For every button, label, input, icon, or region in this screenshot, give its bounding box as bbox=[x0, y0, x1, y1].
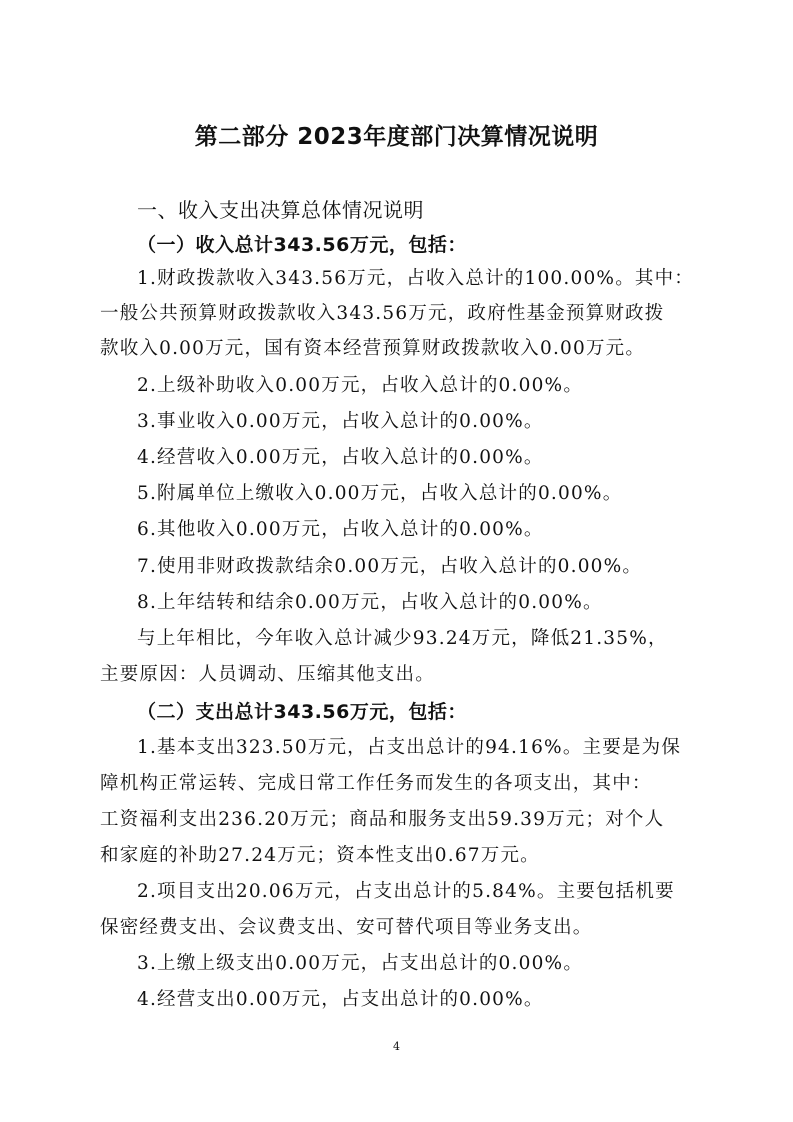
income-item-3: 3.事业收入0.00万元，占收入总计的0.00%。 bbox=[137, 411, 544, 432]
income-comparison-line-1: 与上年相比，今年收入总计减少93.24万元，降低21.35%， bbox=[137, 628, 668, 649]
expense-item-4: 4.经营支出0.00万元，占支出总计的0.00%。 bbox=[137, 989, 544, 1010]
income-item-1-line-1: 1.财政拨款收入343.56万元，占收入总计的100.00%。其中： bbox=[137, 268, 694, 289]
income-item-7: 7.使用非财政拨款结余0.00万元，占收入总计的0.00%。 bbox=[137, 556, 643, 577]
income-item-2: 2.上级补助收入0.00万元，占收入总计的0.00%。 bbox=[137, 375, 584, 396]
income-comparison-line-2: 主要原因：人员调动、压缩其他支出。 bbox=[100, 664, 435, 685]
expense-item-2-line-1: 2.项目支出20.06万元，占支出总计的5.84%。主要包括机要 bbox=[137, 881, 675, 902]
page-title: 第二部分 2023年度部门决算情况说明 bbox=[194, 124, 599, 150]
income-item-8: 8.上年结转和结余0.00万元，占收入总计的0.00%。 bbox=[137, 592, 603, 613]
expense-item-1-line-2: 障机构正常运转、完成日常工作任务而发生的各项支出，其中： bbox=[100, 773, 652, 794]
expense-item-1-line-4: 和家庭的补助27.24万元；资本性支出0.67万元。 bbox=[100, 845, 540, 866]
expense-item-3: 3.上缴上级支出0.00万元，占支出总计的0.00%。 bbox=[137, 953, 584, 974]
expense-item-2-line-2: 保密经费支出、会议费支出、安可替代项目等业务支出。 bbox=[100, 917, 593, 938]
income-item-1-line-2: 一般公共预算财政拨款收入343.56万元，政府性基金预算财政拨 bbox=[100, 303, 665, 324]
expense-item-1-line-1: 1.基本支出323.50万元，占支出总计的94.16%。主要是为保 bbox=[137, 737, 682, 758]
income-item-5: 5.附属单位上缴收入0.00万元，占收入总计的0.00%。 bbox=[137, 483, 623, 504]
income-item-4: 4.经营收入0.00万元，占收入总计的0.00%。 bbox=[137, 447, 544, 468]
income-item-6: 6.其他收入0.00万元，占收入总计的0.00%。 bbox=[137, 519, 544, 540]
expense-item-1-line-3: 工资福利支出236.20万元；商品和服务支出59.39万元；对个人 bbox=[100, 809, 665, 830]
income-heading: （一）收入总计343.56万元，包括： bbox=[137, 234, 467, 256]
section-heading-income-expense: 一、收入支出决算总体情况说明 bbox=[137, 198, 424, 222]
page-number: 4 bbox=[393, 1040, 400, 1053]
income-item-1-line-3: 款收入0.00万元，国有资本经营预算财政拨款收入0.00万元。 bbox=[100, 338, 646, 359]
expense-heading: （二）支出总计343.56万元，包括： bbox=[137, 701, 467, 723]
